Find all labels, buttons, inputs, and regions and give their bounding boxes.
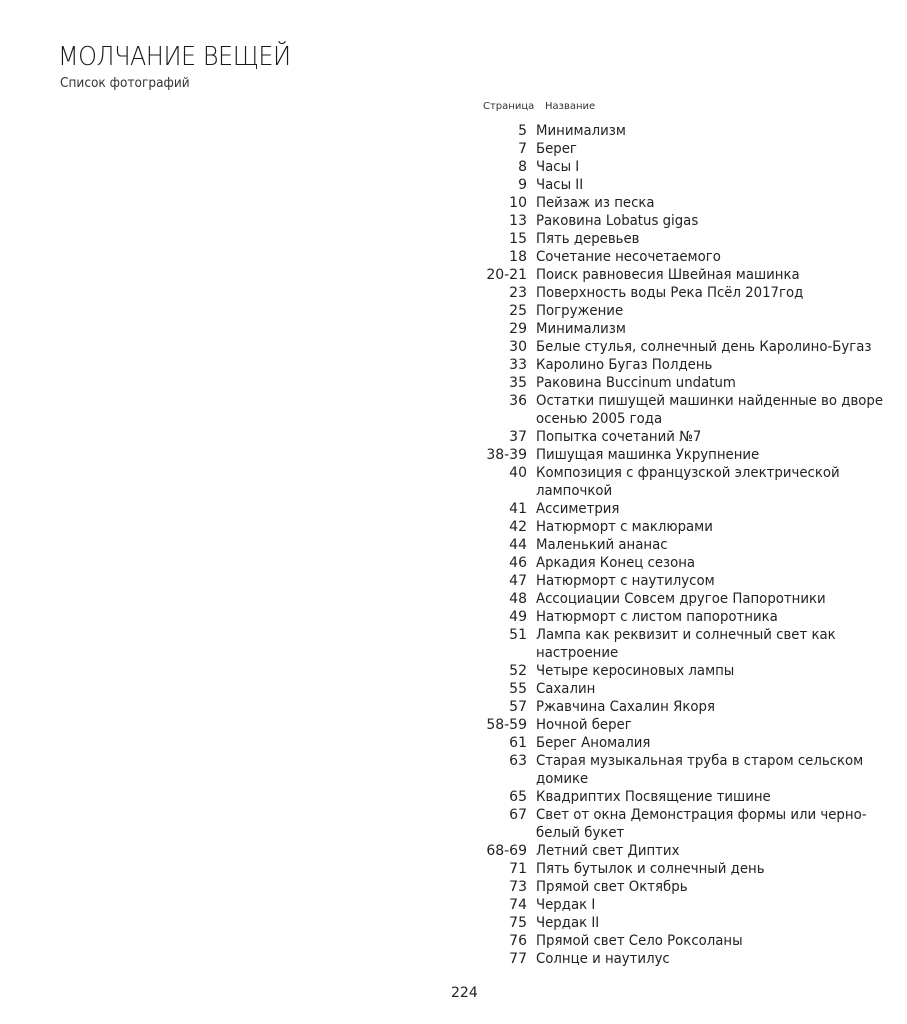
entry-title-line: настроение xyxy=(536,645,619,661)
entry-page: 44 xyxy=(509,537,527,553)
entry-title xyxy=(536,878,872,896)
entry-title xyxy=(536,608,872,626)
entry-page: 42 xyxy=(509,519,527,535)
entry-title xyxy=(536,356,872,374)
entry-page: 7 xyxy=(518,141,527,157)
entry-title xyxy=(536,176,872,194)
entry-title xyxy=(536,392,883,428)
list-item xyxy=(470,302,890,320)
entry-title-line: Пишущая машинка Укрупнение xyxy=(536,447,760,463)
entry-title-line: Часы II xyxy=(536,177,584,193)
entry-title xyxy=(536,194,872,212)
entry-title-line: Квадриптих Посвящение тишине xyxy=(536,789,771,805)
list-item xyxy=(470,374,890,392)
entry-page: 33 xyxy=(509,357,527,373)
entry-title-line: Солнце и наутилус xyxy=(536,951,670,967)
list-item xyxy=(470,932,890,950)
entry-title xyxy=(536,374,872,392)
entry-title xyxy=(536,464,872,500)
entry-title-line: Пять деревьев xyxy=(536,231,640,247)
entry-page: 20-21 xyxy=(486,267,527,283)
entry-title-line: Летний свет Диптих xyxy=(536,843,680,859)
page-number: 224 xyxy=(451,985,478,1001)
list-item xyxy=(470,266,890,284)
list-item xyxy=(470,860,890,878)
entry-page: 52 xyxy=(509,663,527,679)
list-item xyxy=(470,446,890,464)
list-item xyxy=(470,788,890,806)
entry-page: 67 xyxy=(509,807,527,823)
list-item xyxy=(470,896,890,914)
list-item xyxy=(470,806,890,842)
entry-title xyxy=(536,788,872,806)
list-item xyxy=(470,626,890,662)
entry-page: 65 xyxy=(509,789,527,805)
list-item xyxy=(470,554,890,572)
entry-title-line: Минимализм xyxy=(536,321,626,337)
entry-title xyxy=(536,446,872,464)
entry-page: 68-69 xyxy=(486,843,527,859)
entry-title xyxy=(536,914,872,932)
entry-page: 8 xyxy=(518,159,527,175)
entry-title xyxy=(536,734,872,752)
entry-title xyxy=(536,950,872,968)
entry-page: 37 xyxy=(509,429,527,445)
list-item xyxy=(470,356,890,374)
entry-title xyxy=(536,716,872,734)
entry-page: 30 xyxy=(509,339,527,355)
entry-page: 49 xyxy=(509,609,527,625)
entry-page: 57 xyxy=(509,699,527,715)
list-item xyxy=(470,212,890,230)
entry-title-line: Берег Аномалия xyxy=(536,735,651,751)
list-item xyxy=(470,392,890,428)
entry-page: 76 xyxy=(509,933,527,949)
entry-page: 47 xyxy=(509,573,527,589)
entry-title-line: Ночной берег xyxy=(536,717,632,733)
list-item xyxy=(470,176,890,194)
entry-title-line: Старая музыкальная труба в старом сельском xyxy=(536,753,864,769)
entry-title xyxy=(536,860,872,878)
list-item xyxy=(470,590,890,608)
entry-title-line: Чердак II xyxy=(536,915,600,931)
list-item xyxy=(470,662,890,680)
list-item xyxy=(470,428,890,446)
entry-page: 15 xyxy=(509,231,527,247)
column-header-name: Название xyxy=(545,101,596,112)
entry-title-line: Каролино Бугаз Полдень xyxy=(536,357,713,373)
entry-title xyxy=(536,806,872,842)
entry-title xyxy=(536,122,872,140)
entry-title-line: Свет от окна Демонстрация формы или черно- xyxy=(536,807,867,823)
entry-page: 40 xyxy=(509,465,527,481)
list-item xyxy=(470,752,890,788)
entry-title-line: Сахалин xyxy=(536,681,596,697)
entry-title xyxy=(536,626,872,662)
entry-title-line: Прямой свет Октябрь xyxy=(536,879,688,895)
entry-page: 13 xyxy=(509,213,527,229)
entry-title-line: Натюрморт с наутилусом xyxy=(536,573,715,589)
entry-title xyxy=(536,266,872,284)
entry-title-line: лампочкой xyxy=(536,483,613,499)
entry-page: 36 xyxy=(509,393,527,409)
entry-title-line: Погружение xyxy=(536,303,624,319)
list-item xyxy=(470,536,890,554)
book-title: МОЛЧАНИЕ ВЕЩЕЙ xyxy=(58,42,291,72)
entry-page: 10 xyxy=(509,195,527,211)
entry-title-line: Раковина Buccinum undatum xyxy=(536,375,736,391)
list-item xyxy=(470,878,890,896)
entry-title xyxy=(536,212,872,230)
list-item xyxy=(470,608,890,626)
list-item xyxy=(470,158,890,176)
entry-title-line: Берег xyxy=(536,141,577,157)
entry-title xyxy=(536,338,872,356)
entry-title-line: Ассиметрия xyxy=(536,501,620,517)
entry-title-line: Прямой свет Село Роксоланы xyxy=(536,933,743,949)
entry-page: 9 xyxy=(518,177,527,193)
entry-page: 55 xyxy=(509,681,527,697)
entry-page: 29 xyxy=(509,321,527,337)
entry-title xyxy=(536,752,872,788)
entry-title-line: Пять бутылок и солнечный день xyxy=(536,861,765,877)
list-item xyxy=(470,950,890,968)
entry-page: 41 xyxy=(509,501,527,517)
entry-title xyxy=(536,896,872,914)
entry-title-line: Минимализм xyxy=(536,123,626,139)
entry-title-line: Поиск равновесия Швейная машинка xyxy=(536,267,800,283)
list-item xyxy=(470,716,890,734)
entry-title xyxy=(536,230,872,248)
entry-title-line: Поверхность воды Река Псёл 2017год xyxy=(536,285,804,301)
subtitle: Список фотографий xyxy=(60,75,190,91)
entry-title xyxy=(536,932,872,950)
entry-title xyxy=(536,320,872,338)
entry-title xyxy=(536,662,872,680)
entry-title xyxy=(536,248,872,266)
entry-title xyxy=(536,536,872,554)
entry-page: 75 xyxy=(509,915,527,931)
entry-title-line: Лампа как реквизит и солнечный свет как xyxy=(536,627,836,643)
list-item xyxy=(470,122,890,140)
entry-title xyxy=(536,140,872,158)
entry-title-line: домике xyxy=(536,771,589,787)
entry-title xyxy=(536,500,872,518)
entry-title xyxy=(536,428,872,446)
entry-title-line: Ржавчина Сахалин Якоря xyxy=(536,699,715,715)
list-item xyxy=(470,248,890,266)
entry-title-line: Пейзаж из песка xyxy=(536,195,655,211)
entry-page: 51 xyxy=(509,627,527,643)
column-header-page: Страница xyxy=(483,101,535,112)
entry-title xyxy=(536,554,872,572)
list-item xyxy=(470,572,890,590)
entry-title xyxy=(536,572,872,590)
entry-page: 71 xyxy=(509,861,527,877)
entry-title-line: Маленький ананас xyxy=(536,537,668,553)
entry-title-line: Сочетание несочетаемого xyxy=(536,249,721,265)
list-item xyxy=(470,338,890,356)
entry-title xyxy=(536,680,872,698)
entry-title-line: Попытка сочетаний №7 xyxy=(536,429,702,445)
entry-page: 74 xyxy=(509,897,527,913)
photo-list xyxy=(470,122,890,968)
entry-page: 5 xyxy=(518,123,527,139)
entry-title-line: Аркадия Конец сезона xyxy=(536,555,696,571)
list-item xyxy=(470,698,890,716)
entry-page: 38-39 xyxy=(486,447,527,463)
entry-title xyxy=(536,518,872,536)
list-item xyxy=(470,680,890,698)
entry-title xyxy=(536,158,872,176)
entry-page: 46 xyxy=(509,555,527,571)
entry-title-line: Натюрморт с листом папоротника xyxy=(536,609,778,625)
list-item xyxy=(470,500,890,518)
entry-page: 35 xyxy=(509,375,527,391)
list-item xyxy=(470,320,890,338)
entry-page: 23 xyxy=(509,285,527,301)
entry-title xyxy=(536,302,872,320)
entry-title-line: Натюрморт с маклюрами xyxy=(536,519,713,535)
list-item xyxy=(470,194,890,212)
list-item xyxy=(470,518,890,536)
list-item xyxy=(470,734,890,752)
list-item xyxy=(470,914,890,932)
entry-page: 61 xyxy=(509,735,527,751)
entry-title-line: белый букет xyxy=(536,825,625,841)
entry-title xyxy=(536,698,872,716)
entry-page: 18 xyxy=(509,249,527,265)
entry-title-line: Часы I xyxy=(536,159,580,175)
entry-title-line: Белые стулья, солнечный день Каролино-Бугаз xyxy=(536,339,872,355)
list-item xyxy=(470,140,890,158)
entry-title xyxy=(536,284,872,302)
entry-page: 73 xyxy=(509,879,527,895)
list-item xyxy=(470,464,890,500)
entry-page: 48 xyxy=(509,591,527,607)
entry-page: 25 xyxy=(509,303,527,319)
entry-page: 77 xyxy=(509,951,527,967)
entry-title-line: Композиция с французской электрической xyxy=(536,465,840,481)
entry-title-line: Четыре керосиновых лампы xyxy=(536,663,735,679)
entry-title xyxy=(536,842,872,860)
entry-title-line: осенью 2005 года xyxy=(536,411,663,427)
entry-title-line: Ассоциации Совсем другое Папоротники xyxy=(536,591,826,607)
entry-title xyxy=(536,590,872,608)
entry-title-line: Остатки пишущей машинки найденные во дворе xyxy=(536,393,884,409)
entry-title-line: Чердак I xyxy=(536,897,596,913)
entry-title-line: Раковина Lobatus gigas xyxy=(536,213,699,229)
entry-page: 63 xyxy=(509,753,527,769)
list-item xyxy=(470,284,890,302)
list-item xyxy=(470,230,890,248)
entry-page: 58-59 xyxy=(486,717,527,733)
list-item xyxy=(470,842,890,860)
